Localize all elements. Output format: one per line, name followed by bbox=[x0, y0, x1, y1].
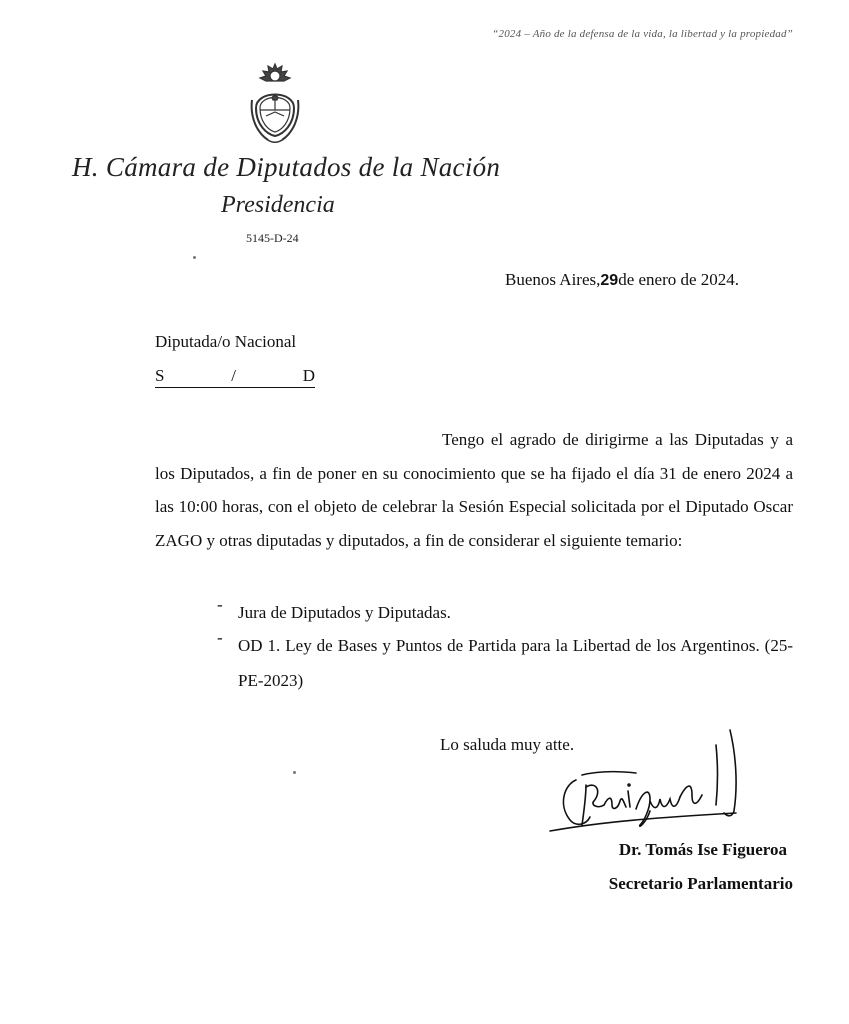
sd-right: D bbox=[302, 366, 315, 385]
handwritten-signature-icon bbox=[546, 725, 746, 840]
signer-title: Secretario Parlamentario bbox=[608, 874, 793, 893]
closing: Lo saluda muy atte. bbox=[440, 735, 575, 754]
chamber-name: H. Cámara de Diputados de la Nación bbox=[72, 152, 501, 182]
scan-speck bbox=[193, 256, 196, 259]
national-seal-icon bbox=[246, 60, 304, 144]
reference-number: 5145-D-24 bbox=[246, 231, 299, 245]
agenda-bullet: - bbox=[217, 628, 223, 647]
sd-line bbox=[155, 366, 315, 388]
date-prefix: Buenos Aires, bbox=[505, 270, 601, 289]
date-day: 29 bbox=[600, 272, 619, 289]
body-text: Tengo el agrado de dirigirme a las Diputadas y a los Diputados, a fin de poner en su conocimiento que se ha fijado el día 31 de enero 2024 a las 10:00 horas, con el objeto de celebrar la Sesión Especial solicitada por el Diputado Oscar ZAGO y otras diputadas y diputados, a fin de considerar el siguiente temario: bbox=[155, 430, 793, 550]
agenda-item-text: Jura de Diputados y Diputadas. bbox=[238, 603, 451, 622]
scan-speck bbox=[293, 771, 296, 774]
recipient: Diputada/o Nacional bbox=[155, 332, 297, 351]
sd-middle: / bbox=[231, 366, 236, 385]
agenda-item bbox=[217, 628, 793, 698]
office-name: Presidencia bbox=[221, 192, 335, 218]
header-motto: “2024 – Año de la defensa de la vida, la libertad y la propiedad” bbox=[492, 28, 793, 40]
signer-name: Dr. Tomás Ise Figueroa bbox=[618, 840, 787, 859]
letter-body bbox=[155, 423, 793, 557]
agenda-item-text: OD 1. Ley de Bases y Puntos de Partida para la Libertad de los Argentinos. (25-PE-2023) bbox=[238, 636, 793, 690]
date-suffix: de enero de 2024. bbox=[618, 270, 740, 289]
agenda-bullet: - bbox=[217, 595, 223, 614]
agenda-item bbox=[217, 595, 793, 630]
letter-date bbox=[505, 270, 739, 290]
sd-left: S bbox=[155, 366, 165, 385]
